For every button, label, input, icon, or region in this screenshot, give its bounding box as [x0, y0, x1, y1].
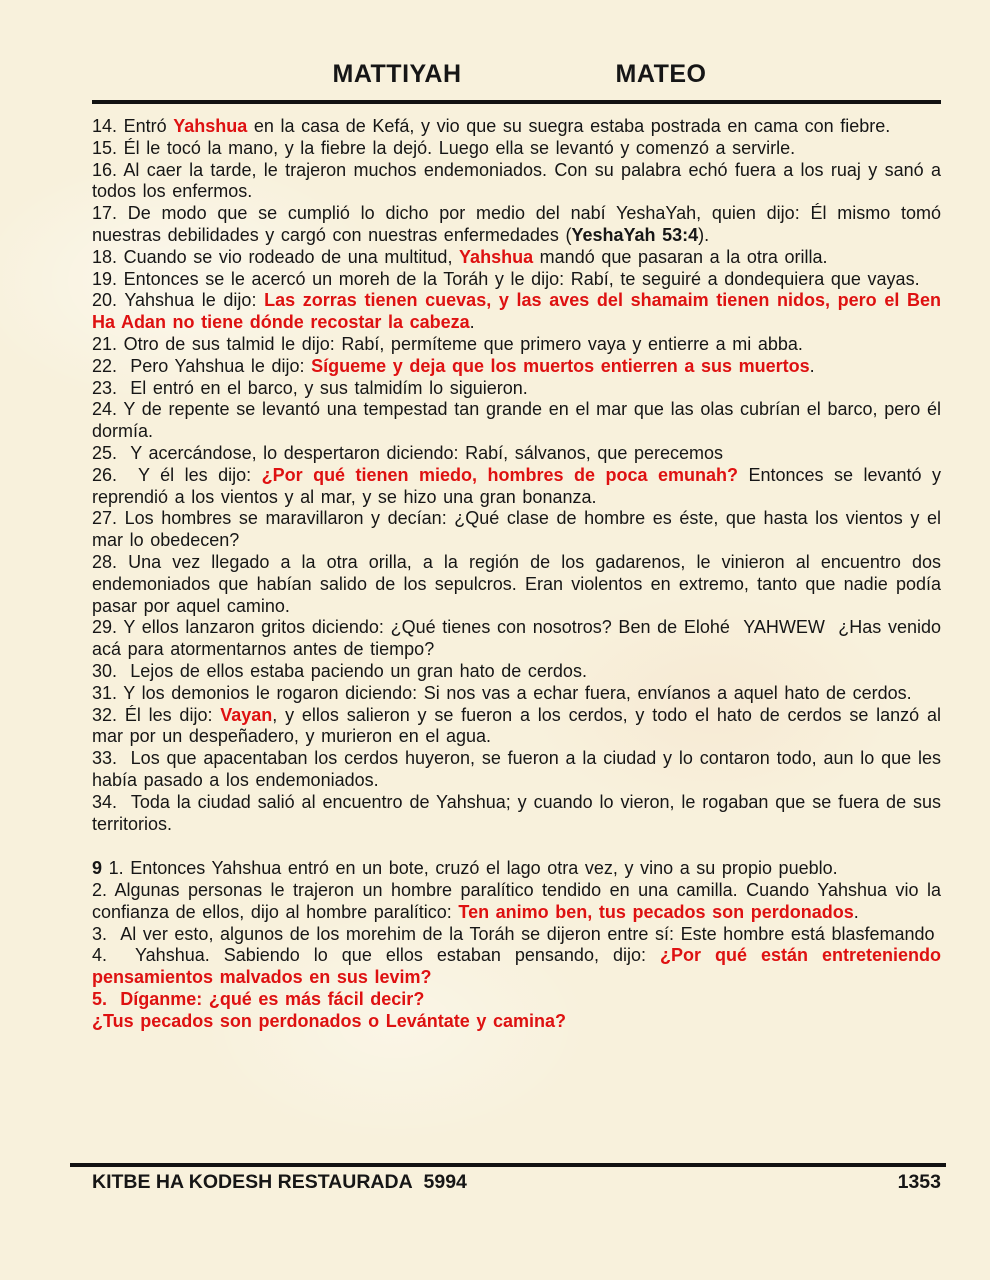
verse-9-4-segment: 4. Yahshua. Sabiendo lo que ellos estaban pensando, dijo:: [92, 945, 660, 966]
verse-8-21: [92, 334, 941, 356]
verse-8-27: [92, 508, 941, 552]
header-rule: [92, 100, 941, 104]
verse-9-2-segment: Ten animo ben, tus pecados son perdonados: [458, 901, 854, 922]
verse-8-21-segment: 21. Otro de sus talmid le dijo: Rabí, permíteme que primero vaya y entierre a mi abba.: [92, 333, 803, 354]
verse-8-15-segment: 15. Él le tocó la mano, y la fiebre la dejó. Luego ella se levantó y comenzó a servirle.: [92, 137, 796, 158]
verse-8-17-segment: YeshaYah 53:4: [571, 224, 699, 245]
verse-8-20: [92, 290, 941, 334]
verse-8-32-segment: 32. Él les dijo:: [92, 704, 221, 725]
verse-8-23-segment: 23. El entró en el barco, y sus talmidím lo siguieron.: [92, 377, 528, 398]
verse-8-17-segment: ).: [698, 224, 710, 245]
verse-8-34: [92, 792, 941, 836]
verse-8-18-segment: 18. Cuando se vio rodeado de una multitud,: [92, 246, 460, 267]
verse-8-26-segment: 26. Y él les dijo:: [92, 464, 262, 485]
verse-8-34-segment: 34. Toda la ciudad salió al encuentro de Yahshua; y cuando lo vieron, le rogaban que se fuera de sus territorios.: [92, 791, 941, 834]
verse-9-5-line2-segment: ¿Tus pecados son perdonados o Levántate y camina?: [92, 1010, 566, 1031]
verse-8-25: [92, 443, 941, 465]
verse-9-5: [92, 989, 941, 1011]
verse-8-29: [92, 617, 941, 661]
verse-8-31-segment: 31. Y los demonios le rogaron diciendo: Si nos vas a echar fuera, envíanos a aquel hato de cerdos.: [92, 682, 912, 703]
verse-8-20-segment: 20. Yahshua le dijo:: [92, 290, 265, 311]
verse-9-2: [92, 880, 941, 924]
verse-8-14: [92, 116, 941, 138]
verse-8-14-segment: Yahshua: [173, 116, 248, 136]
verse-8-26-segment: Entonces se levantó y reprendió a los vientos y al mar, y se hizo una gran bonanza.: [92, 464, 941, 507]
footer-rule: [70, 1163, 946, 1167]
verse-8-33-segment: 33. Los que apacentaban los cerdos huyeron, se fueron a la ciudad y lo contaron todo, aun lo que les había pasado a los endemoniados.: [92, 748, 941, 790]
verse-9-3-segment: 3. Al ver esto, algunos de los morehim de la Toráh se dijeron entre sí: Este hombre está blasfemando: [92, 923, 935, 944]
footer-text-row: [92, 1171, 941, 1194]
verse-8-24: [92, 399, 941, 443]
verse-8-25-segment: 25. Y acercándose, lo despertaron diciendo: Rabí, sálvanos, que perecemos: [92, 442, 724, 463]
header-title-mateo: MATEO: [615, 60, 707, 88]
verse-8-18-segment: Yahshua: [459, 246, 534, 267]
verse-9-2-segment: .: [853, 901, 859, 922]
footer-page-number: 1353: [897, 1171, 941, 1193]
verse-8-29-segment: 29. Y ellos lanzaron gritos diciendo: ¿Qué tienes con nosotros? Ben de Elohé YAHWEW ¿Has venido acá para atormentarnos antes de tiempo?: [92, 617, 941, 660]
verse-8-28-segment: 28. Una vez llegado a la otra orilla, a la región de los gadarenos, le vinieron al encuentro dos endemoniados que habían salido de los sepulcros. Eran violentos en extremo, tanto que nadie podía pasar por aquel camino.: [92, 551, 941, 616]
verse-8-14-segment: 14. Entró: [92, 116, 174, 136]
verse-8-30: [92, 661, 941, 683]
verse-8-22-segment: 22. Pero Yahshua le dijo:: [92, 355, 312, 376]
verse-8-16: [92, 160, 941, 204]
verse-8-17-segment: 17. De modo que se cumplió lo dicho por medio del nabí YeshaYah, quien dijo: Él mismo tomó nuestras debilidades y cargó con nuestras enfermedades (: [92, 203, 941, 245]
verse-9-5-segment: 5. Díganme: ¿qué es más fácil decir?: [92, 989, 425, 1010]
verse-8-15: [92, 138, 941, 160]
verse-8-22-segment: Sígueme y deja que los muertos entierren a sus muertos: [311, 355, 810, 376]
verse-8-33: [92, 748, 941, 792]
verse-8-16-segment: 16. Al caer la tarde, le trajeron muchos endemoniados. Con su palabra echó fuera a los ruaj y sanó a todos los enfermos.: [92, 159, 941, 202]
verse-8-19-segment: 19. Entonces se le acercó un moreh de la Toráh y le dijo: Rabí, te seguiré a dondequiera que vayas.: [92, 268, 920, 289]
scripture-text: [92, 116, 941, 1033]
verse-8-31: [92, 683, 941, 705]
verse-9-4-segment: ¿Por qué están entreteniendo pensamientos malvados en sus levim?: [92, 945, 942, 988]
verse-9-1-segment: 1. Entonces Yahshua entró en un bote, cruzó el lago otra vez, y vino a su propio pueblo.: [102, 858, 838, 879]
verse-8-20-segment: Las zorras tienen cuevas, y las aves del shamaim tienen nidos, pero el Ben Ha Adan no tiene dónde recostar la cabeza: [92, 290, 941, 333]
header-title-mattiyah: MATTIYAH: [332, 60, 462, 88]
verse-8-30-segment: 30. Lejos de ellos estaba paciendo un gran hato de cerdos.: [92, 660, 587, 681]
verse-9-1-segment: 9: [92, 858, 103, 879]
verse-8-23: [92, 378, 941, 400]
verse-8-32-segment: , y ellos salieron y se fueron a los cerdos, y todo el hato de cerdos se lanzó al mar por un despeñadero, y murieron en el agua.: [92, 704, 941, 747]
footer-book-title: KITBE HA KODESH RESTAURADA 5994: [92, 1171, 467, 1193]
verse-9-1: [92, 858, 941, 880]
verse-8-18-segment: mandó que pasaran a la otra orilla.: [533, 246, 828, 267]
verse-8-32: [92, 705, 941, 749]
verse-8-28: [92, 552, 941, 617]
verse-9-3: [92, 924, 941, 946]
verse-8-17: [92, 203, 941, 247]
verse-8-26: [92, 465, 941, 509]
verse-9-4: [92, 945, 941, 989]
verse-8-22: [92, 356, 941, 378]
verse-9-5-line2: [92, 1011, 941, 1033]
verse-8-27-segment: 27. Los hombres se maravillaron y decían: ¿Qué clase de hombre es éste, que hasta los vientos y el mar lo obedecen?: [92, 508, 941, 551]
verse-8-26-segment: ¿Por qué tienen miedo, hombres de poca emunah?: [261, 464, 738, 485]
verse-8-14-segment: en la casa de Kefá, y vio que su suegra estaba postrada en cama con fiebre.: [247, 116, 891, 136]
verse-8-24-segment: 24. Y de repente se levantó una tempestad tan grande en el mar que las olas cubrían el barco, pero él dormía.: [92, 399, 941, 442]
verse-8-18: [92, 247, 941, 269]
verse-8-22-segment: .: [809, 355, 815, 376]
verse-8-19: [92, 269, 941, 291]
verse-8-20-segment: .: [469, 312, 475, 333]
verse-8-32-segment: Vayan: [220, 704, 273, 725]
verse-9-2-segment: 2. Algunas personas le trajeron un hombre paralítico tendido en una camilla. Cuando Yahshua vio la confianza de ellos, dijo al hombre paralítico:: [92, 880, 941, 922]
